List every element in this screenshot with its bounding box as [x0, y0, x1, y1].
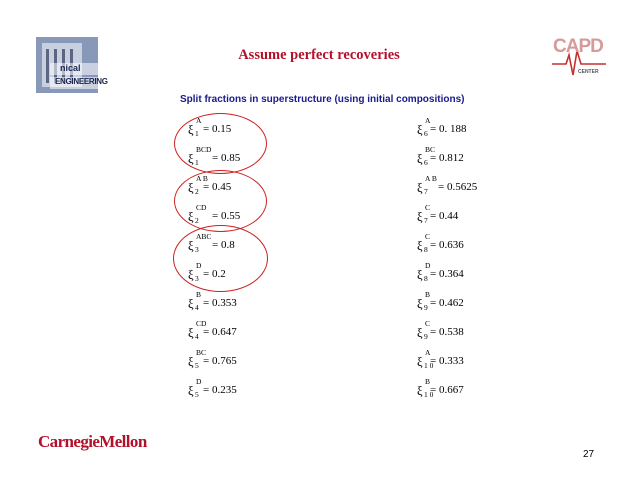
xi-symbol: ξ	[188, 297, 194, 311]
equation-value: = 0. 188	[430, 123, 467, 135]
equation-superscript: A	[425, 348, 431, 357]
capd-logo-letters: CAPD	[553, 36, 603, 57]
logo-text-line2: ENGINEERING	[55, 77, 108, 86]
xi-symbol: ξ	[417, 297, 423, 311]
equation-superscript: B	[425, 290, 431, 299]
equation-superscript: A B	[196, 174, 208, 183]
equation-value: = 0.8	[212, 239, 235, 251]
slide-title: Assume perfect recoveries	[238, 47, 400, 63]
slide-subtitle: Split fractions in superstructure (using initial compositions)	[180, 94, 465, 105]
equation-subscript: 2	[195, 187, 199, 196]
equation-superscript: A	[425, 116, 431, 125]
xi-symbol: ξ	[188, 384, 194, 398]
equation-value: = 0.55	[212, 210, 241, 222]
equation-subscript: 6	[424, 129, 428, 138]
equation-subscript: 9	[424, 332, 428, 341]
xi-symbol: ξ	[417, 239, 423, 253]
equation-superscript: B	[425, 377, 431, 386]
equation-subscript: 1	[195, 158, 199, 167]
equation-superscript: A	[196, 116, 202, 125]
equation-value: = 0.44	[430, 210, 459, 222]
equation-subscript: 7	[424, 216, 428, 225]
equation-superscript: BC	[196, 348, 207, 357]
equation-subscript: 1 0	[424, 390, 434, 399]
xi-symbol: ξ	[188, 123, 194, 137]
equation-superscript: BCD	[196, 145, 212, 154]
equation-superscript: D	[196, 261, 202, 270]
equation-superscript: B	[196, 290, 202, 299]
equation-subscript: 8	[424, 245, 428, 254]
equation-superscript: ABC	[196, 232, 212, 241]
equation-value: = 0.45	[203, 181, 232, 193]
equation-value: = 0.5625	[438, 181, 478, 193]
equation-value: = 0.353	[203, 297, 237, 309]
equation-superscript: A B	[425, 174, 437, 183]
carnegie-mellon-logo: CarnegieMellon	[38, 432, 147, 451]
equation-subscript: 5	[195, 361, 199, 370]
xi-symbol: ξ	[188, 355, 194, 369]
equation-value: = 0.765	[203, 355, 237, 367]
xi-symbol: ξ	[417, 326, 423, 340]
equation-superscript: C	[425, 232, 431, 241]
equation-superscript: D	[196, 377, 202, 386]
equation-subscript: 2	[195, 216, 199, 225]
xi-symbol: ξ	[417, 123, 423, 137]
xi-symbol: ξ	[417, 355, 423, 369]
equation-superscript: CD	[196, 203, 207, 212]
page-number: 27	[583, 449, 595, 460]
xi-symbol: ξ	[417, 268, 423, 282]
equation-subscript: 6	[424, 158, 428, 167]
equation-superscript: C	[425, 203, 431, 212]
equation-subscript: 8	[424, 274, 428, 283]
equation-superscript: D	[425, 261, 431, 270]
equation-superscript: C	[425, 319, 431, 328]
equation-value: = 0.235	[203, 384, 237, 396]
equation-subscript: 7	[424, 187, 428, 196]
xi-symbol: ξ	[188, 268, 194, 282]
equation-superscript: CD	[196, 319, 207, 328]
logo-text-line1: nical	[60, 63, 81, 73]
capd-logo-sub: CENTER	[578, 69, 599, 75]
xi-symbol: ξ	[417, 181, 423, 195]
equation-value: = 0.333	[430, 355, 464, 367]
equation-subscript: 4	[195, 332, 199, 341]
chemical-engineering-logo	[36, 37, 108, 93]
equation-subscript: 1 0	[424, 361, 434, 370]
xi-symbol: ξ	[188, 210, 194, 224]
equation-value: = 0.538	[430, 326, 464, 338]
equation-subscript: 1	[195, 129, 199, 138]
xi-symbol: ξ	[188, 152, 194, 166]
equation-value: = 0.636	[430, 239, 464, 251]
xi-symbol: ξ	[417, 210, 423, 224]
equation-value: = 0.15	[203, 123, 232, 135]
equation-value: = 0.364	[430, 268, 464, 280]
equation-subscript: 3	[195, 274, 199, 283]
equation-subscript: 5	[195, 390, 199, 399]
equation-value: = 0.2	[203, 268, 226, 280]
equation-value: = 0.85	[212, 152, 241, 164]
xi-symbol: ξ	[417, 384, 423, 398]
equation-value: = 0.647	[203, 326, 237, 338]
equation-superscript: BC	[425, 145, 436, 154]
equation-value: = 0.812	[430, 152, 464, 164]
equation-value: = 0.462	[430, 297, 464, 309]
equation-value: = 0.667	[430, 384, 464, 396]
xi-symbol: ξ	[188, 239, 194, 253]
xi-symbol: ξ	[188, 326, 194, 340]
equation-subscript: 3	[195, 245, 199, 254]
xi-symbol: ξ	[188, 181, 194, 195]
xi-symbol: ξ	[417, 152, 423, 166]
equation-subscript: 4	[195, 303, 199, 312]
equation-subscript: 9	[424, 303, 428, 312]
